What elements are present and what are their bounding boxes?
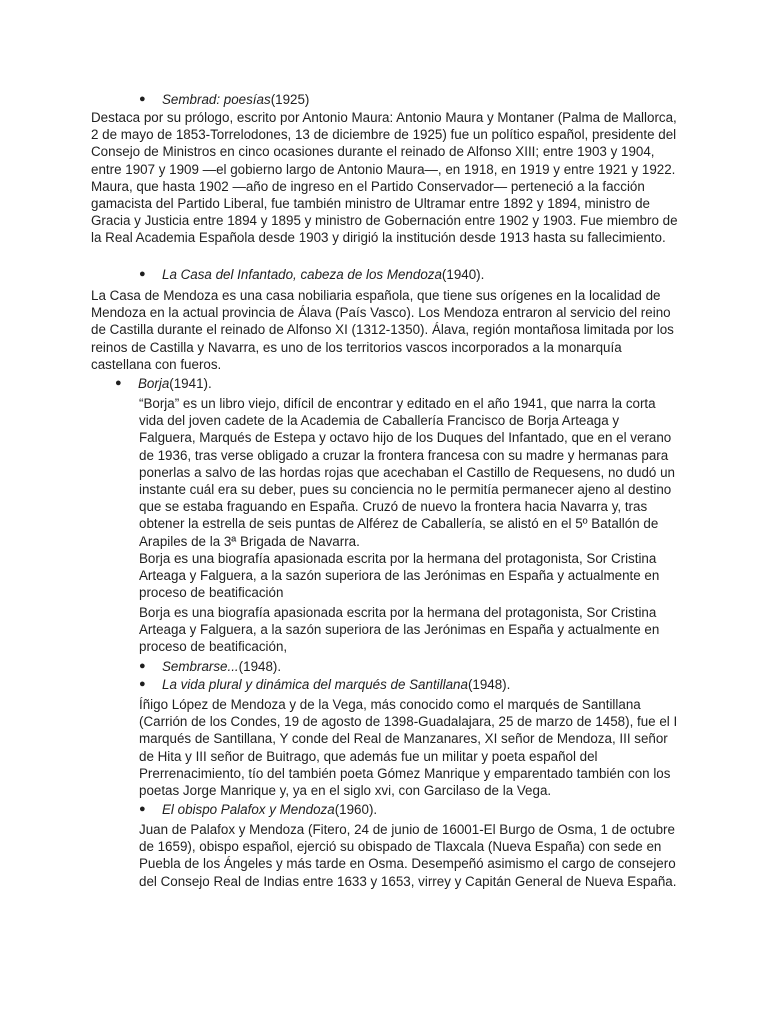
paragraph-santillana: Íñigo López de Mendoza y de la Vega, más conocido como el marqués de Santillana (Carrión de los Condes, 19 de agosto de 1398-Guadalajara, 25 de marzo de 1458), fue el I marqués de Santillana, Y conde del Real de Manzanares, XI señor de Mendoza, III señor de Hita y III señor de Buitrago, que además fue un militar y poeta español del Prerrenacimiento, tío del también poeta Gómez Manrique y emparentado también con los poetas Jorge Manrique y, ya en el siglo xvi, con Garcilaso de la Vega. xyxy=(139,697,678,799)
book-year: (1948). xyxy=(238,659,282,674)
book-year: (1948). xyxy=(467,677,511,692)
book-title: Borja xyxy=(138,376,170,391)
bullet-icon: ● xyxy=(139,93,146,105)
book-title: Sembrad: poesías xyxy=(162,92,271,107)
paragraph-palafox: Juan de Palafox y Mendoza (Fitero, 24 de junio de 16001-El Burgo de Osma, 1 de octubre de 1659), obispo español, ejerció su obispado de Tlaxcala (Nueva España) con sede en Puebla de los Ángeles y más tarde en Osma. Desempeñó asimismo el cargo de consejero del Consejo Real de Indias entre 1633 y 1653, virrey y Capitán General de Nueva España. xyxy=(139,822,677,889)
paragraph-maura: Destaca por su prólogo, escrito por Antonio Maura: Antonio Maura y Montaner (Palma de Mallorca, 2 de mayo de 1853-Torrelodones, 13 de diciembre de 1925) fue un político español, presidente del Consejo de Ministros en cinco ocasiones durante el reinado de Alfonso XIII; entre 1903 y 1904, entre 1907 y 1909 —el gobierno largo de Antonio Maura—, en 1918, en 1919 y entre 1921 y 1922. Maura, que hasta 1902 —año de ingreso en el Partido Conservador— perteneció a la facción gamacista del Partido Liberal, fue también ministro de Ultramar entre 1892 y 1894, ministro de Gracia y Justicia entre 1894 y 1895 y ministro de Gobernación entre 1902 y 1903. Fue miembro de la Real Academia Española desde 1903 y dirigió la institución desde 1913 hasta su fallecimiento. xyxy=(91,110,678,246)
book-title: Sembrarse... xyxy=(162,659,239,674)
list-item-sembrarse xyxy=(139,658,281,675)
book-title: La vida plural y dinámica del marqués de Santillana xyxy=(162,677,468,692)
bullet-icon: ● xyxy=(115,377,122,389)
bullet-icon: ● xyxy=(139,268,146,280)
paragraph-casa-mendoza: La Casa de Mendoza es una casa nobiliaria española, que tiene sus orígenes en la localidad de Mendoza en la actual provincia de Álava (País Vasco). Los Mendoza entraron al servicio del reino de Castilla durante el reinado de Alfonso XI (1312-1350). Álava, región montañosa limitada por los reinos de Castilla y Navarra, es uno de los territorios vascos incorporados a la monarquía castellana con fueros. xyxy=(91,288,674,372)
book-year: (1940). xyxy=(441,267,485,282)
bullet-icon: ● xyxy=(139,660,146,672)
list-item-borja xyxy=(115,375,212,392)
book-title: El obispo Palafox y Mendoza xyxy=(162,802,335,817)
list-item-casa-infantado xyxy=(139,266,484,283)
list-item-palafox xyxy=(139,801,377,818)
paragraph-borja-biografia-1: Borja es una biografía apasionada escrita por la hermana del protagonista, Sor Cristina Arteaga y Falguera, a la sazón superiora de las Jerónimas en España y actualmente en proceso de beatificación xyxy=(139,551,660,601)
book-year: (1941). xyxy=(169,376,212,391)
book-year: (1925) xyxy=(270,92,310,107)
list-item-sembrad xyxy=(139,91,309,108)
book-title: La Casa del Infantado, cabeza de los Mendoza xyxy=(162,267,442,282)
book-year: (1960). xyxy=(334,802,378,817)
list-item-santillana xyxy=(139,676,510,693)
bullet-icon: ● xyxy=(139,678,146,690)
bullet-icon: ● xyxy=(139,803,146,815)
paragraph-borja-biografia-2: Borja es una biografía apasionada escrita por la hermana del protagonista, Sor Cristina Arteaga y Falguera, a la sazón superiora de las Jerónimas en España y actualmente en proceso de beatificación, xyxy=(139,605,660,655)
paragraph-borja-libro: “Borja” es un libro viejo, difícil de encontrar y editado en el año 1941, que narra la corta vida del joven cadete de la Academia de Caballería Francisco de Borja Arteaga y Falguera, Marqués de Estepa y octavo hijo de los Duques del Infantado, que en el verano de 1936, tras verse obligado a cruzar la frontera francesa con su madre y hermanas para ponerlas a salvo de las hordas rojas que acechaban el Castillo de Requesens, no dudó un instante cuál era su deber, pues su conciencia no le permitía permanecer ajeno al destino que se estaba fraguando en España. Cruzó de nuevo la frontera hacia Navarra y, tras obtener la estrella de seis puntas de Alférez de Caballería, se alistó en el 5º Batallón de Arapiles de la 3ª Brigada de Navarra. xyxy=(139,396,675,549)
